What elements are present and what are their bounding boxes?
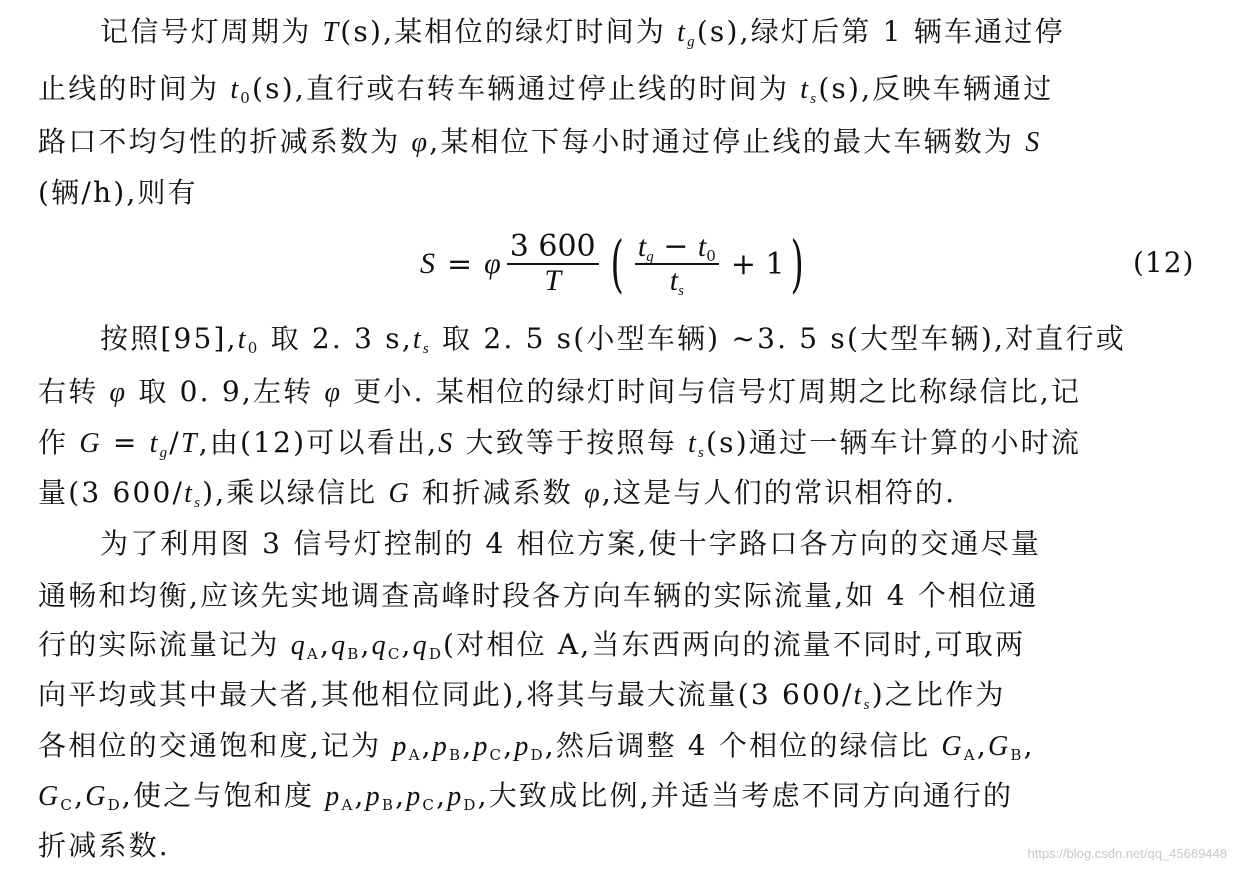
equation-number: (12) — [1133, 246, 1195, 279]
p3-line2: 通畅和均衡,应该先实地调查高峰时段各方向车辆的实际流量,如 4 个相位通 — [38, 579, 1039, 612]
p2-line1: 按照$[95],t_0$ 取 2. 3 $s,t_s$ 取 2. 5 s(小型车辆) ~3. 5 s(大型车辆),对直行或 — [100, 322, 1126, 357]
p3-line3: 行的实际流量记为 $q_A,q_B,q_C,q_D$(对相位 A,当东西两向的流量不同时,可取两 — [38, 628, 1026, 663]
p2-line4: 量(3 $600/t_s$),乘以绿信比 G 和折减系数 φ,这是与人们的常识相符的. — [38, 476, 957, 511]
eq-fraction-outer: $\frac{3 600}{T}$ — [507, 231, 599, 297]
p3-line7: 折减系数. — [38, 829, 170, 862]
p1-line3: 路口不均匀性的折减系数为 φ,某相位下每小时通过停止线的最大车辆数为 S — [38, 125, 1042, 158]
eq-left-paren: ( — [610, 227, 624, 300]
p3-line6: $G_C,G_D$,使之与饱和度 $p_A,p_B,p_C,p_D$,大致成比例,并适当考虑不同方向通行的 — [38, 779, 1014, 814]
watermark: https://blog.csdn.net/qq_45669448 — [1027, 846, 1227, 861]
p2-line3: 作 $G = t_g/T$,由(12)可以看出,S 大致等于按照每 $t_s(s)$通过一辆车计算的小时流 — [38, 426, 1082, 461]
eq-right-paren: ) — [790, 227, 804, 300]
p3-line5: 各相位的交通饱和度,记为 $p_A,p_B,p_C,p_D$,然后调整 4 个相位的绿信比 $G_A,G_B$, — [38, 729, 1035, 764]
equation-12 — [420, 226, 809, 302]
p3-line4: 向平均或其中最大者,其他相位同此),将其与最大流量(3 $600/t_s$)之比作为 — [38, 678, 1006, 713]
eq-equals: = — [447, 246, 473, 282]
eq-fraction-inner: $\frac{t_g - t_0}{t_s}$ — [635, 231, 719, 297]
eq-phi: φ — [484, 247, 501, 280]
p1-line2: 止线的时间为 $t_0(s)$,直行或右转车辆通过停止线的时间为 $t_s(s)$,反映车辆通过 — [38, 72, 1054, 107]
p1-line1: 记信号灯周期为 T(s),某相位的绿灯时间为 $t_g(s)$,绿灯后第 1 辆车通过停 — [100, 15, 1065, 50]
eq-plus-one: + 1 — [730, 246, 785, 282]
eq-lhs: S — [420, 247, 435, 280]
p3-line1: 为了利用图 3 信号灯控制的 4 相位方案,使十字路口各方向的交通尽量 — [100, 527, 1042, 560]
p2-line2: 右转 φ 取 0. 9,左转 φ 更小. 某相位的绿灯时间与信号灯周期之比称绿信比,记 — [38, 375, 1082, 408]
p1-line4: (辆/h),则有 — [38, 176, 198, 209]
